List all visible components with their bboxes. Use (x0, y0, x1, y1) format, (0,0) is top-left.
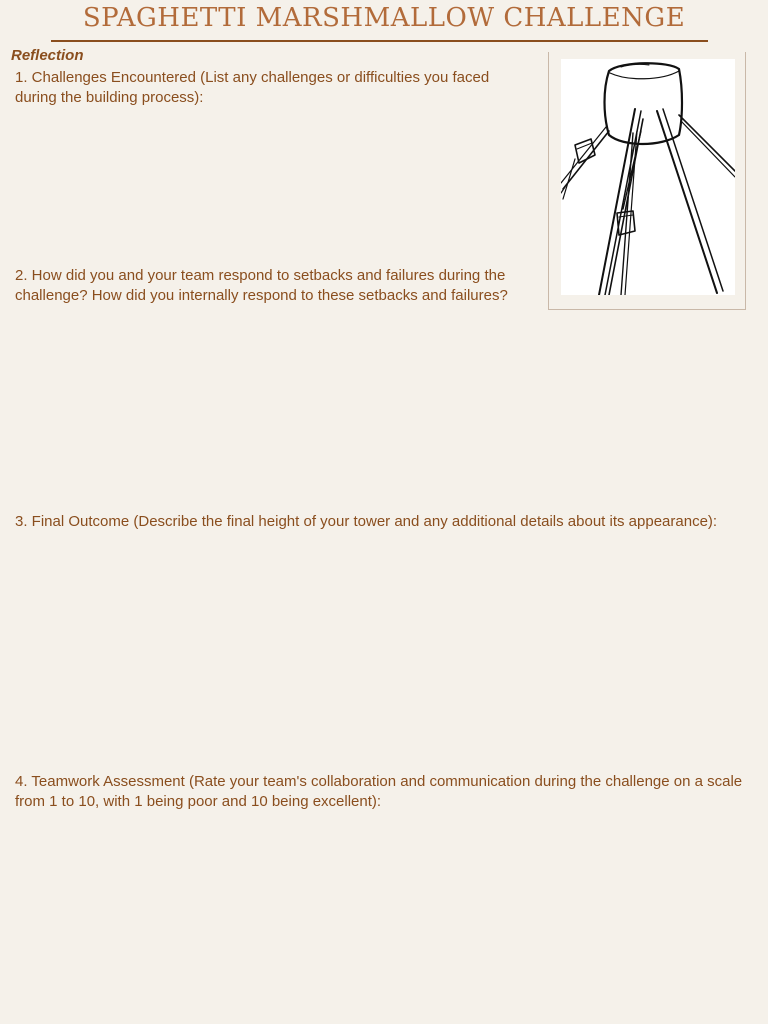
illustration-frame (548, 52, 746, 310)
illustration-image (561, 59, 735, 295)
section-label-reflection: Reflection (11, 47, 84, 64)
question-2-setbacks: 2. How did you and your team respond to setbacks and failures during the challenge? How did you internally respond to these setbacks and failures? (15, 267, 508, 304)
marshmallow-tower-icon (561, 59, 735, 295)
page-title: SPAGHETTI MARSHMALLOW CHALLENGE (82, 3, 686, 33)
question-1-challenges: 1. Challenges Encountered (List any challenges or difficulties you faced during the building process): (15, 69, 490, 106)
question-4-teamwork: 4. Teamwork Assessment (Rate your team's collaboration and communication during the challenge on a scale from 1 to 10, with 1 being poor and 10 being excellent): (15, 773, 743, 810)
title-underline (51, 40, 708, 42)
question-3-final-outcome: 3. Final Outcome (Describe the final height of your tower and any additional details about its appearance): (15, 513, 718, 530)
